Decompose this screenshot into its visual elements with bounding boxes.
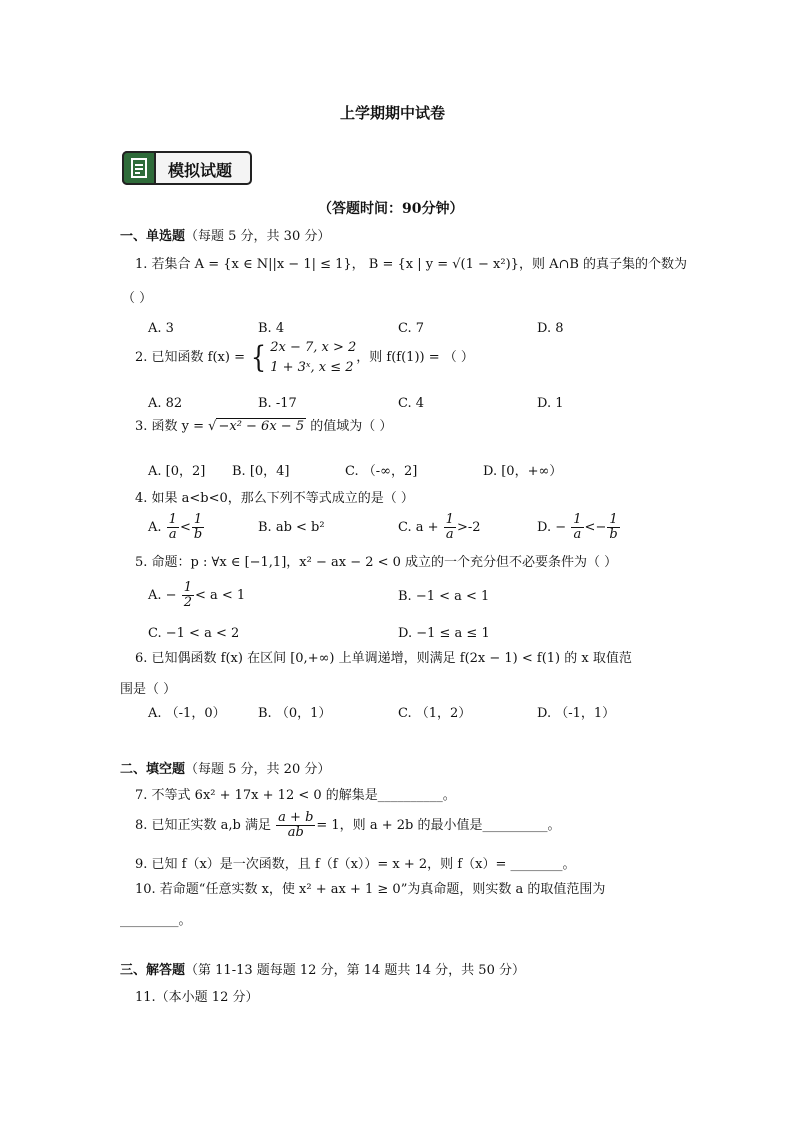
question-1-paren: （ ） (122, 291, 153, 306)
q1-option-a: A. 3 (148, 321, 174, 336)
q3-option-b: B. [0，4] (232, 464, 290, 479)
q5-option-d: D. −1 ≤ a ≤ 1 (398, 626, 490, 641)
q5-option-c: C. −1 < a < 2 (148, 626, 240, 641)
q4-option-c: C. a + $\frac{1}{a}$ >-2 (398, 512, 481, 542)
q4-option-b: B. ab < b² (258, 520, 325, 535)
time-note: （答题时间：90分钟） (318, 201, 464, 217)
q6-option-d: D. （-1，1） (537, 706, 616, 721)
q5-option-a: A. − $\frac{1}{2}$ < a < 1 (148, 580, 246, 610)
question-3: 3. 函数 y = √ −x² − 6x − 5 的值域为（ ） (135, 419, 393, 434)
section-heading-1: 一、单选题（每题 5 分，共 30 分） (120, 229, 331, 244)
q5-option-b: B. −1 < a < 1 (398, 589, 490, 604)
question-2: 2. 已知函数 f(x) = { 2x − 7, x > 2 1 + 3ˣ, x ≤ 2 ，则 f(f(1)) = （ ） (135, 339, 474, 375)
document-icon (122, 151, 156, 185)
question-6: 6. 已知偶函数 f(x) 在区间 [0,+∞) 上单调递增，则满足 f(2x − 1) < f(1) 的 x 取值范 (135, 651, 632, 666)
practice-badge (122, 151, 252, 185)
q3-option-c: C. （-∞，2] (345, 464, 418, 479)
q6-option-a: A. （-1，0） (148, 706, 226, 721)
question-4: 4. 如果 a<b<0，那么下列不等式成立的是（ ） (135, 491, 414, 506)
q6-option-b: B. （0，1） (258, 706, 332, 721)
q3-option-a: A. [0，2] (148, 464, 206, 479)
badge-label: 模拟试题 (168, 161, 233, 180)
question-5: 5. 命题：p : ∀x ∈ [−1,1]，x² − ax − 2 < 0 成立的一个充分但不必要条件为（ ） (135, 555, 618, 570)
question-6-cont: 围是（ ） (120, 682, 177, 697)
section-heading-3: 三、解答题（第 11-13 题每题 12 分，第 14 题共 14 分，共 50 分） (120, 963, 525, 978)
q1-option-b: B. 4 (258, 321, 285, 336)
q2-option-b: B. -17 (258, 396, 297, 411)
question-11: 11.（本小题 12 分） (135, 990, 259, 1005)
question-8: 8. 已知正实数 a,b 满足 $\frac{a + b}{ab}$ = 1，则 a + 2b 的最小值是__________。 (135, 810, 561, 840)
question-9: 9. 已知 f（x）是一次函数，且 f（f（x））= x + 2，则 f（x）= ________。 (135, 857, 576, 872)
q4-option-a: A. $\frac{1}{a}$ < $\frac{1}{b}$ (148, 512, 203, 542)
question-10-cont: _________。 (120, 913, 192, 928)
q2-option-a: A. 82 (148, 396, 183, 411)
q1-option-d: D. 8 (537, 321, 564, 336)
q4-option-d: D. − $\frac{1}{a}$ <− $\frac{1}{b}$ (537, 512, 618, 542)
q1-option-c: C. 7 (398, 321, 425, 336)
q3-option-d: D. [0，+∞） (483, 464, 563, 479)
q2-option-c: C. 4 (398, 396, 425, 411)
q6-option-c: C. （1，2） (398, 706, 472, 721)
page-title: 上学期期中试卷 (340, 104, 446, 122)
question-7: 7. 不等式 6x² + 17x + 12 < 0 的解集是__________。 (135, 788, 456, 803)
section-heading-2: 二、填空题（每题 5 分，共 20 分） (120, 762, 331, 777)
question-10: 10. 若命题“任意实数 x，使 x² + ax + 1 ≥ 0”为真命题，则实数 a 的取值范围为 (135, 882, 606, 897)
question-1: 1. 若集合 A = {x ∈ N||x − 1| ≤ 1}， B = {x | y = √(1 − x²)}，则 A∩B 的真子集的个数为 (135, 257, 688, 272)
q2-option-d: D. 1 (537, 396, 564, 411)
